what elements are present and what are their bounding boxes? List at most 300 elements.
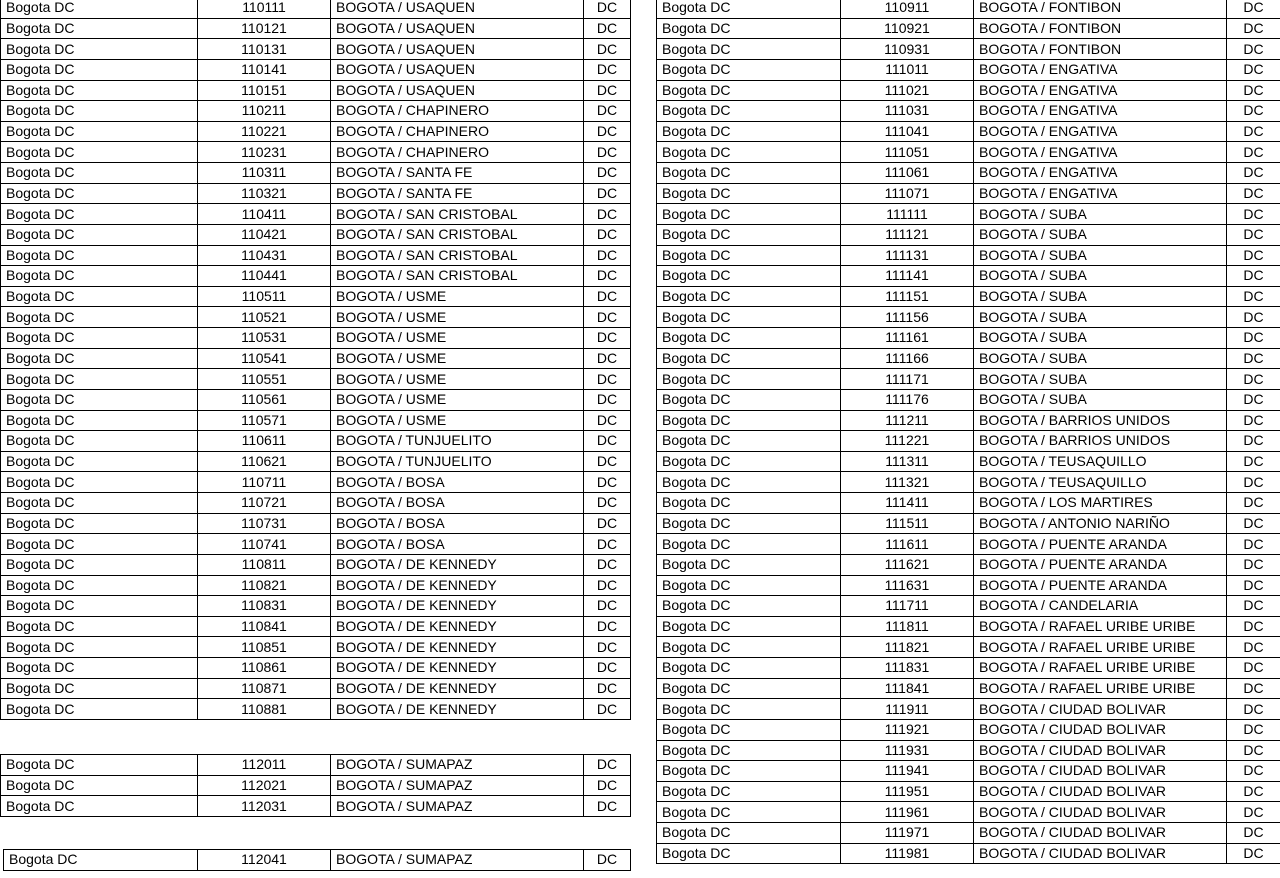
- state-cell: DC: [584, 850, 631, 871]
- locality-cell: BOGOTA / USAQUEN: [331, 59, 584, 80]
- table-row: [1, 286, 631, 307]
- table-row: [1, 0, 631, 18]
- locality-cell: BOGOTA / SUBA: [974, 224, 1227, 245]
- postal-code-cell: 111161: [841, 328, 974, 349]
- state-cell: DC: [1227, 142, 1280, 163]
- state-cell: DC: [1227, 719, 1280, 740]
- city-cell: Bogota DC: [1, 266, 198, 287]
- locality-cell: BOGOTA / BOSA: [331, 493, 584, 514]
- locality-cell: BOGOTA / BOSA: [331, 513, 584, 534]
- state-cell: DC: [1227, 472, 1280, 493]
- table-row: [657, 596, 1280, 617]
- state-cell: DC: [1227, 183, 1280, 204]
- sumapaz-extra-body: [4, 850, 631, 871]
- city-cell: Bogota DC: [657, 328, 841, 349]
- postal-code-cell: 111631: [841, 575, 974, 596]
- state-cell: DC: [584, 534, 631, 555]
- locality-cell: BOGOTA / SUBA: [974, 245, 1227, 266]
- locality-cell: BOGOTA / SUMAPAZ: [331, 775, 584, 796]
- table-row: [1, 596, 631, 617]
- locality-cell: BOGOTA / BOSA: [331, 472, 584, 493]
- table-row: [657, 204, 1280, 225]
- table-row: [1, 431, 631, 452]
- table-row: [1, 224, 631, 245]
- postal-code-cell: 111411: [841, 493, 974, 514]
- sumapaz-table: [0, 754, 631, 817]
- city-cell: Bogota DC: [1, 0, 198, 18]
- state-cell: DC: [584, 183, 631, 204]
- state-cell: DC: [584, 451, 631, 472]
- postal-code-cell: 110311: [198, 163, 331, 184]
- state-cell: DC: [584, 513, 631, 534]
- state-cell: DC: [584, 755, 631, 776]
- postal-code-cell: 110911: [841, 0, 974, 18]
- locality-cell: BOGOTA / RAFAEL URIBE URIBE: [974, 616, 1227, 637]
- state-cell: DC: [584, 245, 631, 266]
- locality-cell: BOGOTA / SAN CRISTOBAL: [331, 266, 584, 287]
- state-cell: DC: [1227, 513, 1280, 534]
- city-cell: Bogota DC: [657, 823, 841, 844]
- state-cell: DC: [1227, 245, 1280, 266]
- locality-cell: BOGOTA / TUNJUELITO: [331, 431, 584, 452]
- locality-cell: BOGOTA / USME: [331, 369, 584, 390]
- table-row: [1, 101, 631, 122]
- postal-code-cell: 111611: [841, 534, 974, 555]
- postal-code-cell: 111321: [841, 472, 974, 493]
- locality-cell: BOGOTA / CIUDAD BOLIVAR: [974, 802, 1227, 823]
- locality-cell: BOGOTA / SAN CRISTOBAL: [331, 245, 584, 266]
- state-cell: DC: [584, 796, 631, 817]
- city-cell: Bogota DC: [1, 775, 198, 796]
- city-cell: Bogota DC: [657, 616, 841, 637]
- table-row: [657, 59, 1280, 80]
- state-cell: DC: [584, 575, 631, 596]
- postal-code-cell: 111511: [841, 513, 974, 534]
- postal-code-cell: 110741: [198, 534, 331, 555]
- postal-code-cell: 110611: [198, 431, 331, 452]
- postal-code-cell: 111011: [841, 59, 974, 80]
- city-cell: Bogota DC: [657, 678, 841, 699]
- locality-cell: BOGOTA / SUBA: [974, 266, 1227, 287]
- state-cell: DC: [584, 554, 631, 575]
- locality-cell: BOGOTA / FONTIBON: [974, 18, 1227, 39]
- locality-cell: BOGOTA / SUBA: [974, 307, 1227, 328]
- postal-code-cell: 110231: [198, 142, 331, 163]
- locality-cell: BOGOTA / CHAPINERO: [331, 101, 584, 122]
- postal-code-cell: 110431: [198, 245, 331, 266]
- postal-code-cell: 111171: [841, 369, 974, 390]
- locality-cell: BOGOTA / USAQUEN: [331, 80, 584, 101]
- city-cell: Bogota DC: [657, 843, 841, 864]
- postal-code-cell: 111831: [841, 658, 974, 679]
- city-cell: Bogota DC: [657, 451, 841, 472]
- state-cell: DC: [584, 224, 631, 245]
- locality-cell: BOGOTA / BARRIOS UNIDOS: [974, 431, 1227, 452]
- city-cell: Bogota DC: [1, 59, 198, 80]
- city-cell: Bogota DC: [1, 348, 198, 369]
- table-row: [657, 431, 1280, 452]
- table-row: [657, 163, 1280, 184]
- postal-code-cell: 111811: [841, 616, 974, 637]
- city-cell: Bogota DC: [1, 204, 198, 225]
- table-row: [1, 245, 631, 266]
- city-cell: Bogota DC: [1, 596, 198, 617]
- city-cell: Bogota DC: [1, 328, 198, 349]
- table-row: [1, 534, 631, 555]
- postal-code-cell: 111151: [841, 286, 974, 307]
- state-cell: DC: [584, 637, 631, 658]
- locality-cell: BOGOTA / ENGATIVA: [974, 121, 1227, 142]
- state-cell: DC: [584, 410, 631, 431]
- locality-cell: BOGOTA / PUENTE ARANDA: [974, 575, 1227, 596]
- city-cell: Bogota DC: [657, 224, 841, 245]
- state-cell: DC: [584, 286, 631, 307]
- table-row: [657, 121, 1280, 142]
- state-cell: DC: [584, 204, 631, 225]
- postal-code-cell: 110831: [198, 596, 331, 617]
- locality-cell: BOGOTA / RAFAEL URIBE URIBE: [974, 658, 1227, 679]
- table-row: [1, 637, 631, 658]
- state-cell: DC: [1227, 658, 1280, 679]
- locality-cell: BOGOTA / DE KENNEDY: [331, 658, 584, 679]
- state-cell: DC: [1227, 59, 1280, 80]
- table-row: [657, 575, 1280, 596]
- state-cell: DC: [584, 80, 631, 101]
- postal-code-cell: 111156: [841, 307, 974, 328]
- postal-code-cell: 111841: [841, 678, 974, 699]
- city-cell: Bogota DC: [657, 472, 841, 493]
- city-cell: Bogota DC: [1, 183, 198, 204]
- city-cell: Bogota DC: [657, 596, 841, 617]
- locality-cell: BOGOTA / DE KENNEDY: [331, 554, 584, 575]
- locality-cell: BOGOTA / BARRIOS UNIDOS: [974, 410, 1227, 431]
- state-cell: DC: [1227, 266, 1280, 287]
- state-cell: DC: [1227, 616, 1280, 637]
- locality-cell: BOGOTA / CIUDAD BOLIVAR: [974, 843, 1227, 864]
- table-row: [657, 451, 1280, 472]
- table-row: [657, 472, 1280, 493]
- postal-code-cell: 110121: [198, 18, 331, 39]
- postal-code-cell: 111071: [841, 183, 974, 204]
- postal-code-cell: 111176: [841, 389, 974, 410]
- postal-code-cell: 111941: [841, 761, 974, 782]
- city-cell: Bogota DC: [1, 493, 198, 514]
- locality-cell: BOGOTA / DE KENNEDY: [331, 575, 584, 596]
- state-cell: DC: [1227, 80, 1280, 101]
- postal-code-cell: 110871: [198, 678, 331, 699]
- state-cell: DC: [1227, 451, 1280, 472]
- locality-cell: BOGOTA / ENGATIVA: [974, 142, 1227, 163]
- state-cell: DC: [1227, 823, 1280, 844]
- state-cell: DC: [584, 775, 631, 796]
- table-row: [657, 142, 1280, 163]
- locality-cell: BOGOTA / CHAPINERO: [331, 142, 584, 163]
- state-cell: DC: [1227, 0, 1280, 18]
- postal-code-cell: 110551: [198, 369, 331, 390]
- locality-cell: BOGOTA / SANTA FE: [331, 183, 584, 204]
- city-cell: Bogota DC: [1, 18, 198, 39]
- state-cell: DC: [1227, 637, 1280, 658]
- locality-cell: BOGOTA / TEUSAQUILLO: [974, 451, 1227, 472]
- state-cell: DC: [584, 39, 631, 60]
- city-cell: Bogota DC: [657, 101, 841, 122]
- locality-cell: BOGOTA / DE KENNEDY: [331, 678, 584, 699]
- table-row: [1, 389, 631, 410]
- postal-code-cell: 111711: [841, 596, 974, 617]
- locality-cell: BOGOTA / SUMAPAZ: [331, 796, 584, 817]
- locality-cell: BOGOTA / SUBA: [974, 204, 1227, 225]
- postal-code-cell: 110221: [198, 121, 331, 142]
- state-cell: DC: [1227, 554, 1280, 575]
- locality-cell: BOGOTA / RAFAEL URIBE URIBE: [974, 678, 1227, 699]
- locality-cell: BOGOTA / USME: [331, 328, 584, 349]
- city-cell: Bogota DC: [657, 0, 841, 18]
- locality-cell: BOGOTA / USME: [331, 389, 584, 410]
- locality-cell: BOGOTA / PUENTE ARANDA: [974, 554, 1227, 575]
- city-cell: Bogota DC: [1, 224, 198, 245]
- locality-cell: BOGOTA / DE KENNEDY: [331, 596, 584, 617]
- locality-cell: BOGOTA / RAFAEL URIBE URIBE: [974, 637, 1227, 658]
- postal-code-cell: 110931: [841, 39, 974, 60]
- postal-code-cell: 110521: [198, 307, 331, 328]
- postal-code-cell: 111121: [841, 224, 974, 245]
- table-row: [657, 266, 1280, 287]
- city-cell: Bogota DC: [1, 307, 198, 328]
- postal-code-cell: 111981: [841, 843, 974, 864]
- postal-code-cell: 110621: [198, 451, 331, 472]
- left-postal-table: [0, 0, 631, 720]
- state-cell: DC: [1227, 163, 1280, 184]
- state-cell: DC: [1227, 286, 1280, 307]
- state-cell: DC: [1227, 224, 1280, 245]
- city-cell: Bogota DC: [657, 410, 841, 431]
- table-row: [657, 80, 1280, 101]
- city-cell: Bogota DC: [1, 431, 198, 452]
- locality-cell: BOGOTA / DE KENNEDY: [331, 616, 584, 637]
- state-cell: DC: [1227, 18, 1280, 39]
- city-cell: Bogota DC: [1, 101, 198, 122]
- locality-cell: BOGOTA / DE KENNEDY: [331, 699, 584, 720]
- city-cell: Bogota DC: [657, 781, 841, 802]
- state-cell: DC: [1227, 534, 1280, 555]
- table-row: [1, 59, 631, 80]
- table-row: [1, 616, 631, 637]
- locality-cell: BOGOTA / USME: [331, 348, 584, 369]
- postal-code-cell: 110151: [198, 80, 331, 101]
- table-row: [1, 80, 631, 101]
- state-cell: DC: [1227, 493, 1280, 514]
- city-cell: Bogota DC: [657, 740, 841, 761]
- state-cell: DC: [584, 121, 631, 142]
- postal-code-cell: 110411: [198, 204, 331, 225]
- postal-code-cell: 110841: [198, 616, 331, 637]
- city-cell: Bogota DC: [1, 637, 198, 658]
- state-cell: DC: [1227, 410, 1280, 431]
- state-cell: DC: [1227, 678, 1280, 699]
- locality-cell: BOGOTA / BOSA: [331, 534, 584, 555]
- table-row: [657, 224, 1280, 245]
- locality-cell: BOGOTA / CIUDAD BOLIVAR: [974, 823, 1227, 844]
- postal-code-cell: 111211: [841, 410, 974, 431]
- city-cell: Bogota DC: [4, 850, 198, 871]
- postal-code-cell: 111931: [841, 740, 974, 761]
- state-cell: DC: [584, 699, 631, 720]
- table-row: [1, 755, 631, 776]
- right-postal-table: [656, 0, 1280, 864]
- city-cell: Bogota DC: [657, 183, 841, 204]
- state-cell: DC: [584, 369, 631, 390]
- state-cell: DC: [584, 596, 631, 617]
- table-row: [657, 328, 1280, 349]
- city-cell: Bogota DC: [657, 802, 841, 823]
- locality-cell: BOGOTA / ENGATIVA: [974, 163, 1227, 184]
- locality-cell: BOGOTA / FONTIBON: [974, 0, 1227, 18]
- city-cell: Bogota DC: [657, 163, 841, 184]
- locality-cell: BOGOTA / USME: [331, 410, 584, 431]
- state-cell: DC: [1227, 802, 1280, 823]
- state-cell: DC: [1227, 204, 1280, 225]
- locality-cell: BOGOTA / CIUDAD BOLIVAR: [974, 699, 1227, 720]
- locality-cell: BOGOTA / PUENTE ARANDA: [974, 534, 1227, 555]
- state-cell: DC: [1227, 39, 1280, 60]
- table-row: [1, 472, 631, 493]
- locality-cell: BOGOTA / SUBA: [974, 389, 1227, 410]
- state-cell: DC: [1227, 781, 1280, 802]
- city-cell: Bogota DC: [657, 204, 841, 225]
- sumapaz-extra-table: [3, 849, 631, 871]
- table-row: [657, 637, 1280, 658]
- postal-code-cell: 111221: [841, 431, 974, 452]
- table-row: [4, 850, 631, 871]
- state-cell: DC: [1227, 328, 1280, 349]
- postal-code-cell: 110141: [198, 59, 331, 80]
- state-cell: DC: [584, 658, 631, 679]
- locality-cell: BOGOTA / USME: [331, 307, 584, 328]
- city-cell: Bogota DC: [657, 18, 841, 39]
- postal-code-cell: 111961: [841, 802, 974, 823]
- state-cell: DC: [584, 678, 631, 699]
- postal-code-cell: 110561: [198, 389, 331, 410]
- city-cell: Bogota DC: [657, 431, 841, 452]
- state-cell: DC: [584, 18, 631, 39]
- table-row: [657, 554, 1280, 575]
- table-row: [1, 266, 631, 287]
- table-row: [1, 775, 631, 796]
- table-row: [1, 163, 631, 184]
- city-cell: Bogota DC: [657, 59, 841, 80]
- table-row: [657, 761, 1280, 782]
- state-cell: DC: [584, 389, 631, 410]
- locality-cell: BOGOTA / SUBA: [974, 348, 1227, 369]
- table-row: [657, 286, 1280, 307]
- city-cell: Bogota DC: [1, 163, 198, 184]
- city-cell: Bogota DC: [1, 451, 198, 472]
- state-cell: DC: [584, 163, 631, 184]
- city-cell: Bogota DC: [1, 699, 198, 720]
- state-cell: DC: [584, 59, 631, 80]
- table-row: [1, 348, 631, 369]
- locality-cell: BOGOTA / ENGATIVA: [974, 80, 1227, 101]
- state-cell: DC: [584, 348, 631, 369]
- table-row: [657, 781, 1280, 802]
- table-row: [657, 802, 1280, 823]
- locality-cell: BOGOTA / SANTA FE: [331, 163, 584, 184]
- city-cell: Bogota DC: [1, 554, 198, 575]
- state-cell: DC: [584, 493, 631, 514]
- state-cell: DC: [584, 101, 631, 122]
- postal-code-cell: 110131: [198, 39, 331, 60]
- locality-cell: BOGOTA / LOS MARTIRES: [974, 493, 1227, 514]
- table-row: [657, 0, 1280, 18]
- postal-code-cell: 111021: [841, 80, 974, 101]
- table-row: [1, 121, 631, 142]
- city-cell: Bogota DC: [657, 142, 841, 163]
- locality-cell: BOGOTA / SUMAPAZ: [331, 755, 584, 776]
- state-cell: DC: [1227, 431, 1280, 452]
- locality-cell: BOGOTA / SAN CRISTOBAL: [331, 204, 584, 225]
- postal-code-cell: 110821: [198, 575, 331, 596]
- table-row: [657, 843, 1280, 864]
- table-row: [1, 307, 631, 328]
- state-cell: DC: [1227, 389, 1280, 410]
- postal-code-cell: 110851: [198, 637, 331, 658]
- table-row: [1, 39, 631, 60]
- state-cell: DC: [584, 616, 631, 637]
- postal-code-cell: 110211: [198, 101, 331, 122]
- table-row: [657, 513, 1280, 534]
- table-row: [657, 101, 1280, 122]
- locality-cell: BOGOTA / CIUDAD BOLIVAR: [974, 781, 1227, 802]
- locality-cell: BOGOTA / CIUDAD BOLIVAR: [974, 719, 1227, 740]
- city-cell: Bogota DC: [657, 719, 841, 740]
- city-cell: Bogota DC: [1, 534, 198, 555]
- postal-code-cell: 111166: [841, 348, 974, 369]
- locality-cell: BOGOTA / TEUSAQUILLO: [974, 472, 1227, 493]
- state-cell: DC: [1227, 740, 1280, 761]
- table-row: [657, 616, 1280, 637]
- city-cell: Bogota DC: [1, 575, 198, 596]
- state-cell: DC: [584, 472, 631, 493]
- table-row: [657, 348, 1280, 369]
- city-cell: Bogota DC: [657, 761, 841, 782]
- postal-code-cell: 111911: [841, 699, 974, 720]
- state-cell: DC: [1227, 575, 1280, 596]
- table-row: [1, 699, 631, 720]
- state-cell: DC: [1227, 121, 1280, 142]
- state-cell: DC: [1227, 596, 1280, 617]
- postal-code-cell: 112021: [198, 775, 331, 796]
- postal-code-cell: 111821: [841, 637, 974, 658]
- city-cell: Bogota DC: [657, 389, 841, 410]
- locality-cell: BOGOTA / CANDELARIA: [974, 596, 1227, 617]
- locality-cell: BOGOTA / SUBA: [974, 286, 1227, 307]
- table-row: [1, 410, 631, 431]
- city-cell: Bogota DC: [1, 678, 198, 699]
- table-row: [657, 740, 1280, 761]
- city-cell: Bogota DC: [1, 472, 198, 493]
- postal-code-cell: 110321: [198, 183, 331, 204]
- city-cell: Bogota DC: [1, 80, 198, 101]
- locality-cell: BOGOTA / ENGATIVA: [974, 183, 1227, 204]
- city-cell: Bogota DC: [1, 410, 198, 431]
- postal-code-cell: 110711: [198, 472, 331, 493]
- state-cell: DC: [1227, 843, 1280, 864]
- city-cell: Bogota DC: [657, 121, 841, 142]
- table-row: [657, 678, 1280, 699]
- locality-cell: BOGOTA / ANTONIO NARIÑO: [974, 513, 1227, 534]
- city-cell: Bogota DC: [657, 534, 841, 555]
- locality-cell: BOGOTA / USME: [331, 286, 584, 307]
